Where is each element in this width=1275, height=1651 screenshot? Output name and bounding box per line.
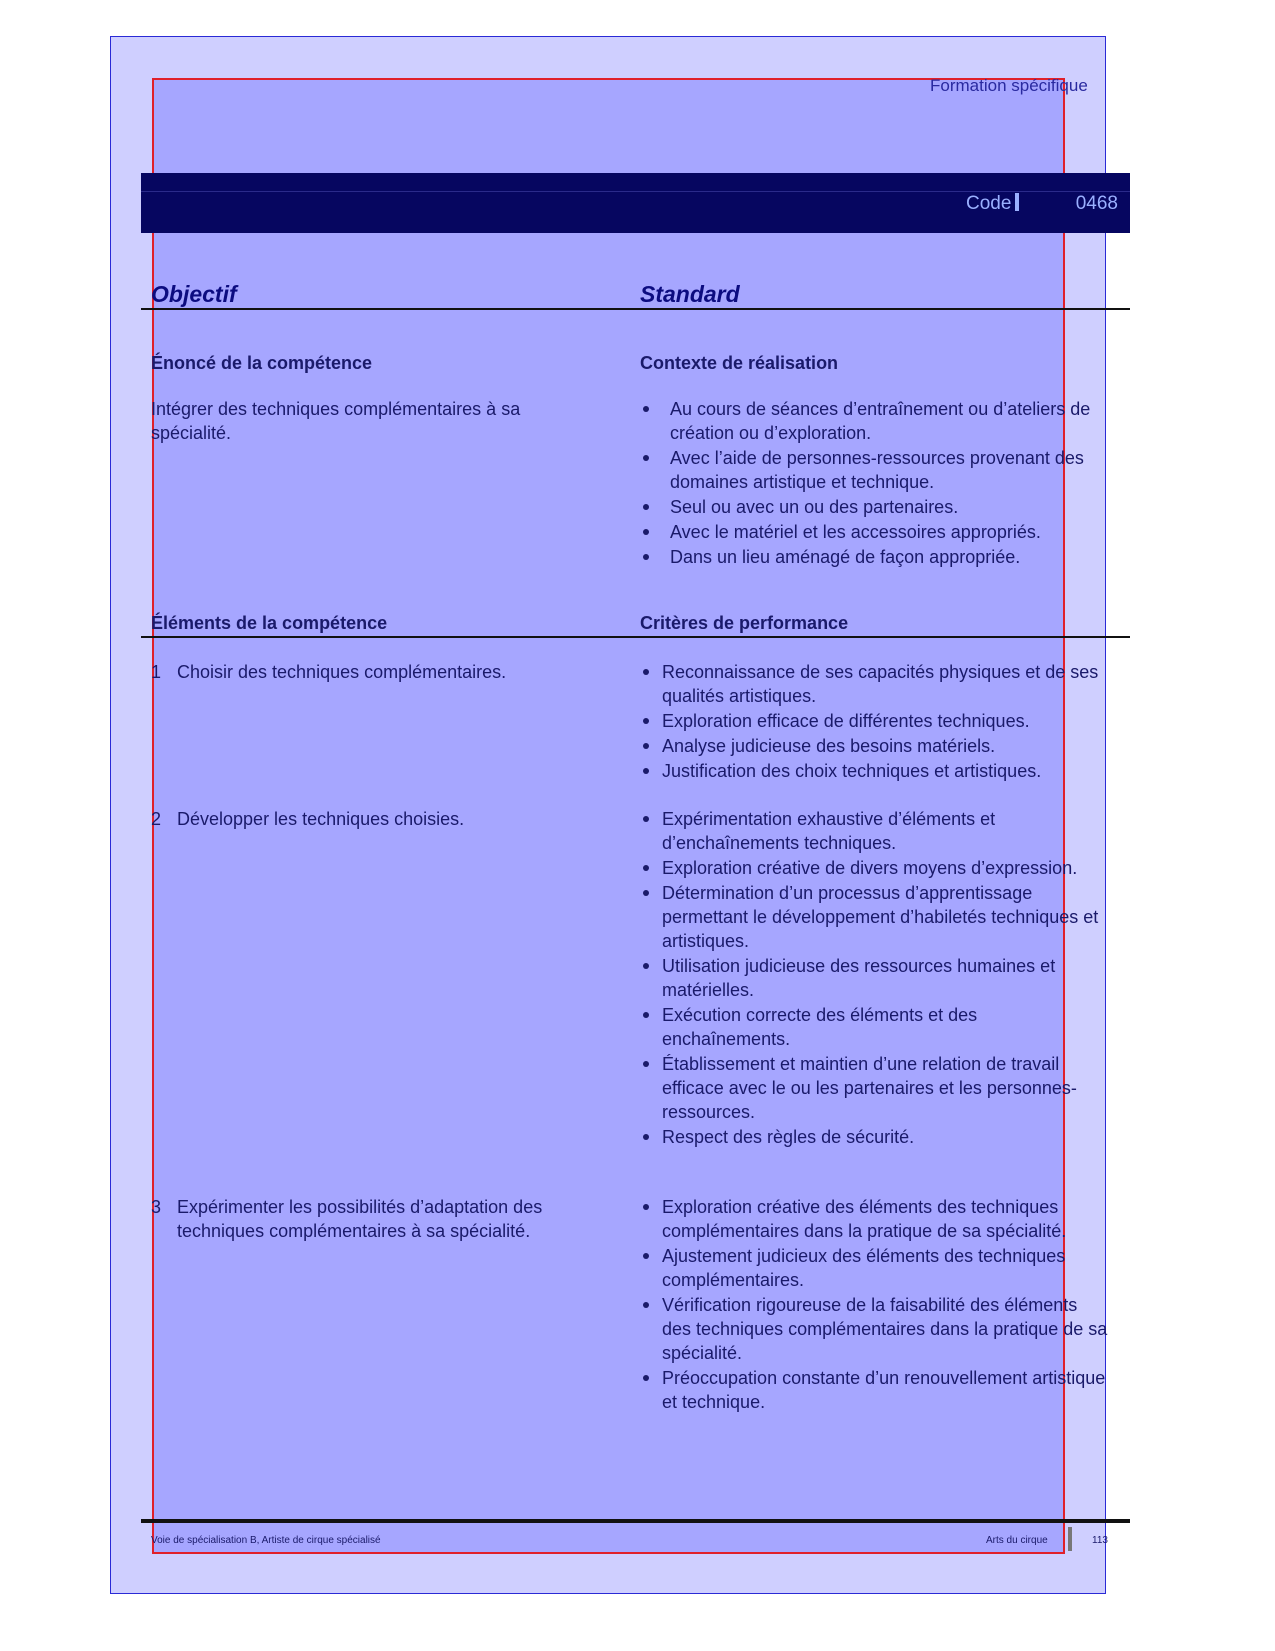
bullet-item <box>640 397 1110 445</box>
bullet-item <box>640 881 1110 953</box>
title-rule <box>141 308 1130 310</box>
bullet-text: Au cours de séances d’entraînement ou d’ateliers de création ou d’exploration. <box>670 399 1091 443</box>
bullet-dot <box>643 1375 649 1381</box>
bullet-text: Ajustement judicieux des éléments des techniques complémentaires. <box>662 1246 1066 1290</box>
bullet-dot <box>643 669 649 675</box>
element-number: 1 <box>151 662 162 682</box>
bullet-dot <box>643 1253 649 1259</box>
bullet-dot <box>643 1204 649 1210</box>
title-standard: Standard <box>640 281 740 307</box>
bullet-text: Détermination d’un processus d’apprentissage permettant le développement d’habiletés techniques et artistiques. <box>662 883 1099 951</box>
element-number: 3 <box>151 1197 162 1217</box>
bullet-text: Utilisation judicieuse des ressources humaines et matérielles. <box>662 956 1056 1000</box>
bullet-text: Respect des règles de sécurité. <box>662 1127 915 1147</box>
bullet-text: Vérification rigoureuse de la faisabilité des éléments des techniques complémentaires dans la pratique de sa spécialité. <box>662 1295 1108 1363</box>
footer-right-text: Arts du cirque <box>986 1535 1048 1546</box>
bullet-item <box>640 1293 1110 1365</box>
bullet-item <box>640 1366 1110 1414</box>
page-number: 113 <box>1092 1535 1108 1546</box>
bullet-item <box>640 1195 1110 1243</box>
bullet-dot <box>643 1302 649 1308</box>
competence-heading: Énoncé de la compétence <box>151 353 373 373</box>
bullet-item <box>640 954 1110 1002</box>
code-label: Code <box>966 193 1012 214</box>
bullet-item <box>640 495 1110 519</box>
footer-separator <box>1068 1527 1072 1551</box>
competence-text: Intégrer des techniques complémentaires à sa spécialité. <box>151 399 521 443</box>
bullet-item <box>640 1244 1110 1292</box>
bullet-text: Exploration créative des éléments des techniques complémentaires dans la pratique de sa spécialité. <box>662 1197 1067 1241</box>
bullet-item <box>640 759 1110 783</box>
bullet-item <box>640 446 1110 494</box>
bullet-item <box>640 709 1110 733</box>
bullet-item <box>640 1003 1110 1051</box>
bullet-dot <box>643 1134 649 1140</box>
bullet-text: Exploration efficace de différentes techniques. <box>662 711 1030 731</box>
elements-heading: Éléments de la compétence <box>151 613 388 633</box>
bullet-text: Reconnaissance de ses capacités physiques et de ses qualités artistiques. <box>662 662 1099 706</box>
bullet-text: Exécution correcte des éléments et des enchaînements. <box>662 1005 978 1049</box>
bullet-dot <box>643 865 649 871</box>
formation-label: Formation spécifique <box>930 76 1088 95</box>
criteria-list <box>640 807 1110 1150</box>
bullet-text: Dans un lieu aménagé de façon appropriée. <box>670 547 1021 567</box>
bullet-item <box>640 807 1110 855</box>
bullet-dot <box>643 963 649 969</box>
element-text: Expérimenter les possibilités d’adaptation des techniques complémentaires à sa spécialité. <box>177 1197 543 1241</box>
bullet-dot <box>643 529 649 535</box>
bullet-dot <box>643 1012 649 1018</box>
footer-rule <box>141 1519 1130 1523</box>
bullet-text: Avec l’aide de personnes-ressources provenant des domaines artistique et technique. <box>670 448 1084 492</box>
bullet-item <box>640 660 1110 708</box>
bullet-text: Justification des choix techniques et artistiques. <box>662 761 1042 781</box>
bullet-dot <box>643 406 649 412</box>
criteria-heading: Critères de performance <box>640 613 849 633</box>
bullet-text: Expérimentation exhaustive d’éléments et d’enchaînements techniques. <box>662 809 996 853</box>
element-text: Développer les techniques choisies. <box>177 809 465 829</box>
element-number: 2 <box>151 809 162 829</box>
bullet-item <box>640 1125 1110 1149</box>
bullet-text: Exploration créative de divers moyens d’expression. <box>662 858 1078 878</box>
criteria-list <box>640 660 1110 784</box>
bullet-item <box>640 1052 1110 1124</box>
footer-left-text: Voie de spécialisation B, Artiste de cirque spécialisé <box>151 1535 381 1546</box>
bullet-text: Préoccupation constante d’un renouvellement artistique et technique. <box>662 1368 1106 1412</box>
bullet-text: Seul ou avec un ou des partenaires. <box>670 497 959 517</box>
element-text: Choisir des techniques complémentaires. <box>177 662 507 682</box>
code-block <box>966 193 1118 215</box>
element-row <box>151 1195 611 1243</box>
bullet-text: Avec le matériel et les accessoires appropriés. <box>670 522 1041 542</box>
title-objectif: Objectif <box>151 281 237 307</box>
bullet-dot <box>643 816 649 822</box>
bullet-dot <box>643 455 649 461</box>
bullet-text: Analyse judicieuse des besoins matériels. <box>662 736 996 756</box>
bullet-text: Établissement et maintien d’une relation de travail efficace avec le ou les partenaires et les personnes-ressources. <box>662 1054 1077 1122</box>
bullet-dot <box>643 554 649 560</box>
code-value: 0468 <box>1075 193 1118 214</box>
element-row <box>151 660 611 684</box>
bullet-item <box>640 520 1110 544</box>
contexte-list <box>640 397 1110 570</box>
bullet-item <box>640 734 1110 758</box>
bullet-dot <box>643 743 649 749</box>
element-row <box>151 807 611 831</box>
bullet-dot <box>643 768 649 774</box>
bullet-dot <box>643 504 649 510</box>
bullet-dot <box>643 1061 649 1067</box>
bullet-item <box>640 856 1110 880</box>
contexte-heading: Contexte de réalisation <box>640 353 839 373</box>
bullet-item <box>640 545 1110 569</box>
elements-rule <box>141 636 1130 638</box>
bullet-dot <box>643 890 649 896</box>
criteria-list <box>640 1195 1110 1415</box>
bullet-dot <box>643 718 649 724</box>
code-separator <box>1015 193 1019 211</box>
